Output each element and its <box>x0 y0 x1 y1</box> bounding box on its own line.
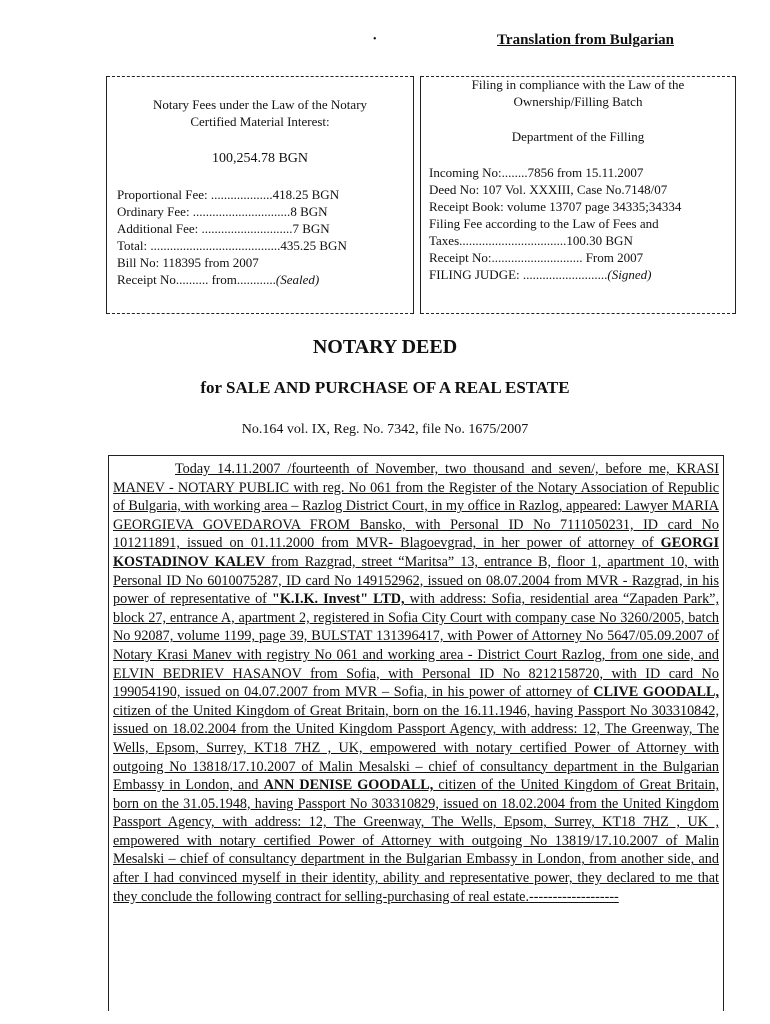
filing-details <box>429 164 731 283</box>
deed-number: Deed No: 107 Vol. XXXIII, Case No.7148/07 <box>429 182 668 197</box>
deed-text: with address: Sofia, residential area “Zapaden Park”, block 27, entrance A, apartment 2, registered in Sofia City Court with company case No 3260/2005, batch No 92087, volume 1199, page 39, BULSTAT 131396417, with Power of Attorney No 5647/05.09.2007 of Notary Krasi Manev with registry No 061 and working area - District Court Razlog, from one side, and ELVIN BEDRIEV HASANOV from Sofia, with Personal ID No 8212158720, with ID card No 199054190, issued on 04.07.2007 from MVR – Sofia, in his power of attorney of <box>113 591 720 701</box>
fee-label: Additional Fee: ............................ <box>117 221 293 236</box>
party-name: GEORGI KOSTADINOV KALEV <box>113 535 719 570</box>
heading-line: Certified Material Interest: <box>190 114 330 129</box>
box-top-border <box>107 76 413 77</box>
stray-mark: • <box>373 34 377 45</box>
filing-judge-label: FILING JUDGE: .......................... <box>429 267 608 282</box>
deed-body <box>108 455 724 1011</box>
fee-value: 8 BGN <box>290 204 328 219</box>
deed-paragraph <box>113 460 719 906</box>
taxes: Taxes.................................100.30 BGN <box>429 233 633 248</box>
deed-text: Today 14.11.2007 /fourteenth of November, two thousand and seven/, before me, KRASI MANEV - NOTARY PUBLIC with reg. No 061 from the Register of the Notary Association of Republic of Bulgaria, with working area – Razlog District Court, in my office in Razlog, appeared: Lawyer MARIA GEORGIEVA GOVEDAROVA FROM Bansko, with Personal ID No 7111050231, ID card No 101211891, issued on 01.11.2000 from MVR- Blagoevgrad, in her power of attorney of <box>113 461 719 552</box>
deed-text: from Razgrad, street “Maritsa” 13, entrance B, floor 1, apartment 10, with Personal ID No 6010075287, ID card No 149152962, issued on 08.07.2004 from MVR - Razgrad, in his power of representative of <box>113 553 720 608</box>
fee-value: 418.25 BGN <box>272 187 340 202</box>
party-name: CLIVE GOODALL, <box>593 684 719 701</box>
party-name: ANN DENISE GOODALL, <box>263 777 434 794</box>
document-title: NOTARY DEED <box>312 336 458 358</box>
fee-row <box>117 186 403 203</box>
filing-department: Department of the Filling <box>511 129 645 144</box>
receipt-label: Receipt No.......... from............ <box>117 272 276 287</box>
bill-number: Bill No: 118395 from 2007 <box>117 255 259 270</box>
filing-fee-line: Filing Fee according to the Law of Fees and <box>429 216 659 231</box>
heading-line: Notary Fees under the Law of the Notary <box>152 97 368 112</box>
fee-row <box>117 220 403 237</box>
registration-line: No.164 vol. IX, Reg. No. 7342, file No. 1675/2007 <box>241 422 529 437</box>
fee-label: Proportional Fee: ................... <box>117 187 273 202</box>
sealed-mark: (Sealed) <box>275 272 320 287</box>
receipt-book: Receipt Book: volume 13707 page 34335;34334 <box>429 199 682 214</box>
fee-value: 7 BGN <box>292 221 330 236</box>
heading-line: Ownership/Filling Batch <box>513 94 643 109</box>
box-bottom-border <box>107 313 413 314</box>
notary-fees-heading <box>117 96 403 130</box>
filing-box <box>420 76 736 314</box>
company-name: "K.I.K. Invest" LTD, <box>271 591 405 608</box>
filing-judge-row <box>429 266 731 283</box>
deed-text: citizen of the United Kingdom of Great Britain, born on the 31.05.1948, having Passport No 303310829, issued on 18.02.2004 from the United Kingdom Passport Agency, with address: 12, The Greenway, The Wells, Epsom, Surrey, KT18 7HZ , UK , empowered with notary certified Power of Attorney with outgoing No 13819/17.10.2007 of Malin Mesalski – chief of consultancy department in the Bulgarian Embassy in London, from another side, and after I had convinced myself in their identity, ability and representative power, they declared to me that they conclude the following contract for selling-purchasing of real estate.------------------- <box>113 777 720 905</box>
heading-line: Filing in compliance with the Law of the <box>471 77 685 92</box>
receipt-row <box>117 271 403 288</box>
fee-label: Ordinary Fee: .............................. <box>117 204 291 219</box>
fee-label: Total: ........................................ <box>117 238 281 253</box>
deed-text: citizen of the United Kingdom of Great Britain, born on the 16.11.1946, having Passport No 303310842, issued on 18.02.2004 from the United Kingdom Passport Agency, with address: 12, The Greenway, The Wells, Epsom, Surrey, KT18 7HZ , UK, empowered with notary certified Power of Attorney with outgoing No 13818/17.10.2007 of Malin Mesalski – chief of consultancy department in the Bulgarian Embassy in London, and <box>113 702 719 794</box>
notary-fees-box <box>106 76 414 314</box>
translation-note: Translation from Bulgarian <box>497 32 674 48</box>
filing-heading <box>427 76 729 110</box>
fee-value: 435.25 BGN <box>280 238 347 253</box>
receipt-number: Receipt No:............................ From 2007 <box>429 250 644 265</box>
material-interest-amount: 100,254.78 BGN <box>211 151 309 166</box>
document-subtitle: for SALE AND PURCHASE OF A REAL ESTATE <box>200 378 570 397</box>
fee-row <box>117 203 403 220</box>
incoming-number: Incoming No:........7856 from 15.11.2007 <box>429 165 644 180</box>
box-bottom-border <box>421 313 735 314</box>
signed-mark: (Signed) <box>607 267 652 282</box>
fee-row <box>117 237 403 254</box>
fee-list <box>117 186 403 288</box>
